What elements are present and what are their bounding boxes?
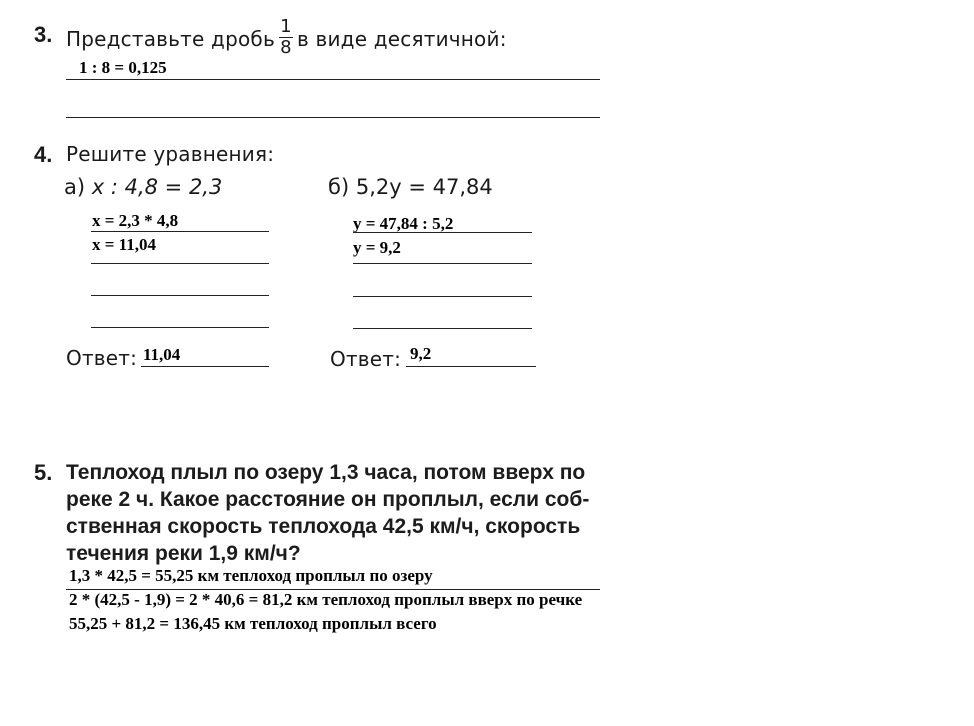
task3-number: 3.	[34, 22, 53, 47]
task4b-step1[interactable]: y = 47,84 : 5,2	[353, 214, 454, 233]
task4b-answer[interactable]: 9,2	[410, 344, 432, 363]
task5-solution-line-3[interactable]: 55,25 + 81,2 = 136,45 км теплоход проплыл всего	[69, 614, 437, 633]
task5-problem-text	[66, 459, 626, 567]
task5-solution-line-2[interactable]: 2 * (42,5 - 1,9) = 2 * 40,6 = 81,2 км теплоход проплыл вверх по речке	[69, 590, 583, 609]
task4a-line-4	[91, 327, 269, 328]
task4b-answer-line	[406, 366, 536, 367]
task5-text-line: реке 2 ч. Какое расстояние он проплыл, если соб-	[66, 488, 590, 511]
task4a-label: а)	[64, 175, 86, 199]
task3-text-before: Представьте дробь	[66, 27, 275, 51]
task4b-equation	[328, 175, 493, 199]
task3-answer-line-2	[66, 117, 600, 118]
task4a-equation	[64, 175, 222, 199]
task4a-equation-text: x : 4,8 = 2,3	[91, 175, 223, 199]
task3-answer[interactable]: 1 : 8 = 0,125	[79, 58, 167, 77]
fraction-denominator: 8	[280, 37, 292, 58]
task3-text-after: в виде десятичной:	[296, 27, 507, 51]
task4b-label: б)	[328, 175, 350, 199]
task3-statement	[66, 16, 507, 60]
task4a-answer[interactable]: 11,04	[143, 345, 181, 364]
task4b-line-3	[353, 296, 532, 297]
task5-text-line: течения реки 1,9 км/ч?	[66, 542, 301, 565]
task3-answer-line-1	[66, 79, 600, 80]
task5-text-line: Теплоход плыл по озеру 1,3 часа, потом вверх по	[66, 461, 586, 484]
task4b-line-1	[353, 232, 532, 233]
fraction-one-eighth	[279, 18, 293, 57]
task4a-step2[interactable]: x = 11,04	[92, 235, 156, 254]
task4a-line-2	[91, 263, 269, 264]
task4a-line-3	[91, 295, 269, 296]
fraction-numerator: 1	[280, 16, 292, 37]
task4b-step2[interactable]: y = 9,2	[353, 238, 401, 257]
task4-number: 4.	[34, 142, 53, 167]
task4a-answer-line	[141, 366, 269, 367]
task4a-answer-label: Ответ:	[66, 346, 138, 370]
task4b-equation-text: 5,2y = 47,84	[355, 175, 493, 199]
task4b-line-4	[353, 328, 532, 329]
task4a-line-1	[91, 231, 269, 232]
task4-title: Решите уравнения:	[66, 142, 275, 166]
task5-number: 5.	[34, 460, 53, 485]
task5-solution-line-1[interactable]: 1,3 * 42,5 = 55,25 км теплоход проплыл по озеру	[69, 566, 433, 585]
task4b-line-2	[353, 263, 532, 264]
task5-text-line: ственная скорость теплохода 42,5 км/ч, скорость	[66, 515, 581, 538]
task4a-step1[interactable]: x = 2,3 * 4,8	[92, 211, 179, 230]
task4b-answer-label: Ответ:	[330, 347, 402, 371]
